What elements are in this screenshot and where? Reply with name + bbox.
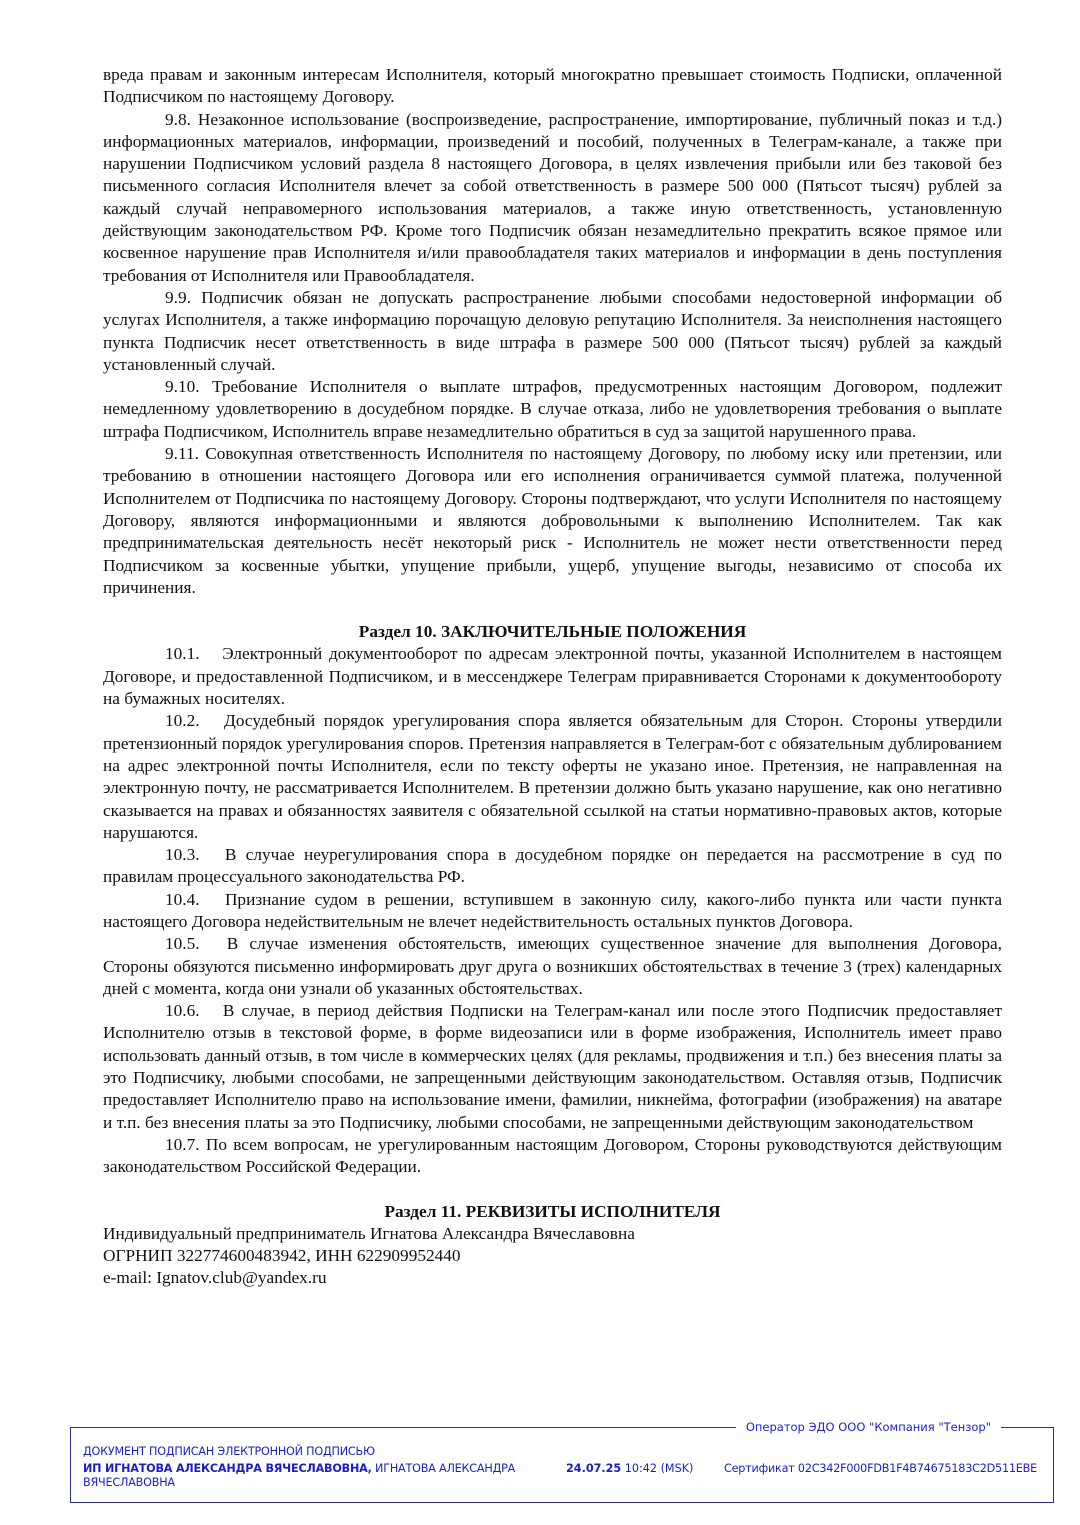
- spacer: [103, 599, 1002, 621]
- clause-text: По всем вопросам, не урегулированным настоящим Договором, Стороны руководствуются действующим законодательством Российской Федерации.: [103, 1134, 1002, 1177]
- section-10-title: Раздел 10. ЗАКЛЮЧИТЕЛЬНЫЕ ПОЛОЖЕНИЯ: [358, 622, 747, 642]
- clause-9-9: [103, 287, 1002, 376]
- clause-number: 10.7.: [165, 1134, 200, 1154]
- clause-9-8: [103, 109, 1002, 287]
- clause-number: 9.9.: [165, 287, 191, 307]
- executor-registration: ОГРНИП 322774600483942, ИНН 622909952440: [103, 1246, 461, 1266]
- spacer: [103, 1179, 1002, 1201]
- clause-number: 10.6.: [165, 1001, 200, 1021]
- clause-number: 10.1.: [165, 644, 200, 664]
- document-page: [103, 64, 1002, 1290]
- stamp-signer-org: ИП ИГНАТОВА АЛЕКСАНДРА ВЯЧЕСЛАВОВНА,: [83, 1462, 372, 1475]
- stamp-time: 10:42 (MSK): [621, 1462, 694, 1475]
- clause-text: Досудебный порядок урегулирования спора является обязательным для Сторон. Стороны утвердили претензионный порядок урегулирования споров. Претензия направляется в Телеграм-бот с обязательным дублированием на адрес электронной почты Исполнителя, если по тексту оферты не указано иное. Претензия, не направленная на электронную почту, не рассматривается Исполнителем. В претензии должно быть указано нарушение, как оно негативно сказывается на правах и обязанностях заявителя с обязательной ссылкой на статьи нормативно-правовых актов, которые нарушаются.: [103, 711, 1002, 842]
- section-11-title: Раздел 11. РЕКВИЗИТЫ ИСПОЛНИТЕЛЯ: [384, 1201, 721, 1221]
- stamp-operator: Оператор ЭДО ООО "Компания "Тензор": [736, 1419, 1001, 1435]
- clause-10-7: [103, 1134, 1002, 1179]
- stamp-title: ДОКУМЕНТ ПОДПИСАН ЭЛЕКТРОННОЙ ПОДПИСЬЮ: [83, 1445, 375, 1458]
- clause-number: 10.4.: [165, 889, 200, 909]
- clause-text: Совокупная ответственность Исполнителя по настоящему Договору, по любому иску или претензии, или требованию в отношении настоящего Договора или его исполнения ограничивается суммой платежа, полученной Исполнителем от Подписчика по настоящему Договору. Стороны подтверждают, что услуги Исполнителя по настоящему Договору, являются информационными и являются добровольными к выполнению Исполнителем. Так как предпринимательская деятельность несёт некоторый риск - Исполнитель не может нести ответственности перед Подписчиком за косвенные убытки, упущение прибыли, ущерб, упущение выгоды, независимо от способа их причинения.: [103, 444, 1002, 597]
- clause-10-4: [103, 889, 1002, 934]
- clause-number: 10.5.: [165, 934, 200, 954]
- clause-text: Требование Исполнителя о выплате штрафов, предусмотренных настоящим Договором, подлежит немедленному удовлетворению в досудебном порядке. В случае отказа, либо не удовлетворения требования о выплате штрафа Подписчиком, Исполнитель вправе незамедлительно обратиться в суд за защитой нарушенного права.: [103, 377, 1002, 441]
- clause-text: Признание судом в решении, вступившем в законную силу, какого-либо пункта или части пункта настоящего Договора недействительным не влечет недействительность остальных пунктов Договора.: [103, 889, 1002, 931]
- stamp-datetime: [566, 1462, 693, 1475]
- lead-paragraph: вреда правам и законным интересам Исполнителя, который многократно превышает стоимость Подписки, оплаченной Подписчиком по настоящему Договору.: [103, 65, 1002, 107]
- stamp-signer-person: ИГНАТОВА АЛЕКСАНДРА ВЯЧЕСЛАВОВНА: [83, 1462, 516, 1489]
- clause-text: В случае неурегулирования спора в досудебном порядке он передается на рассмотрение в суд по правилам процессуального законодательства РФ.: [103, 845, 1002, 887]
- clause-text: Электронный документооборот по адресам электронной почты, указанной Исполнителем в настоящем Договоре, и предоставленной Подписчиком, и в мессенджере Телеграм приравнивается Сторонами к документообороту на бумажных носителях.: [103, 644, 1002, 709]
- clause-text: В случае изменения обстоятельств, имеющих существенное значение для выполнения Договора, Стороны обязуются письменно информировать друг друга о возникших обстоятельствах в течение 3 (трех) календарных дней с момента, когда они узнали об указанных обстоятельствах.: [103, 934, 1002, 998]
- clause-number: 9.11.: [165, 444, 199, 464]
- signature-stamp: [70, 1420, 1054, 1503]
- clause-number: 9.10.: [165, 377, 200, 397]
- clause-10-2: [103, 710, 1002, 844]
- clause-text: Незаконное использование (воспроизведение, распространение, импортирование, публичный показ и т.д.) информационных материалов, информации, произведений и пособий, полученных в Телеграм-канале, а также при нарушении Подписчиком условий раздела 8 настоящего Договора, в целях извлечения прибыли или без таковой без письменного согласия Исполнителя влечет за собой ответственность в размере 500 000 (Пятьсот тысяч) рублей за каждый случай неправомерного использования материалов, а также иную ответственность, установленную действующим законодательством РФ. Кроме того Подписчик обязан незамедлительно прекратить всякое прямое или косвенное нарушение прав Исполнителя и/или правообладателя таких материалов и информации в день поступления требования от Исполнителя или Правообладателя.: [103, 109, 1002, 285]
- stamp-date: 24.07.25: [566, 1462, 622, 1475]
- clause-number: 10.3.: [165, 845, 200, 865]
- clause-number: 10.2.: [165, 711, 200, 731]
- clause-text: Подписчик обязан не допускать распространение любыми способами недостоверной информации об услугах Исполнителя, а также информацию порочащую деловую репутацию Исполнителя. За неисполнения настоящего пункта Подписчик несет ответственность в виде штрафа в размере 500 000 (Пятьсот тысяч) рублей за каждый установленный случай.: [103, 287, 1002, 374]
- clause-10-5: [103, 933, 1002, 1000]
- executor-name: Индивидуальный предприниматель Игнатова Александра Вячеславовна: [103, 1223, 635, 1243]
- clause-text: В случае, в период действия Подписки на Телеграм-канал или после этого Подписчик предоставляет Исполнителю отзыв в текстовой форме, в форме видеозаписи или в форме изображения, Исполнитель имеет право использовать данный отзыв, в том числе в коммерческих целях (для рекламы, продвижения и т.п.) без внесения платы за это Подписчику, любыми способами, не запрещенными действующим законодательством. Оставляя отзыв, Подписчик предоставляет Исполнителю право на использование имени, фамилии, никнейма, фотографии (изображения) на аватаре и т.п. без внесения платы за это Подписчику, любыми способами, не запрещенными действующим законодательством: [103, 1001, 1002, 1132]
- clause-number: 9.8.: [165, 109, 191, 129]
- stamp-certificate: Сертификат 02C342F000FDB1F4B74675183C2D511EBE: [724, 1462, 1038, 1475]
- clause-10-3: [103, 844, 1002, 889]
- stamp-signer: [83, 1462, 553, 1489]
- clause-9-11: [103, 443, 1002, 599]
- clause-10-1: [103, 643, 1002, 710]
- clause-9-10: [103, 376, 1002, 443]
- executor-email: e-mail: Ignatov.club@yandex.ru: [103, 1268, 327, 1288]
- clause-10-6: [103, 1000, 1002, 1134]
